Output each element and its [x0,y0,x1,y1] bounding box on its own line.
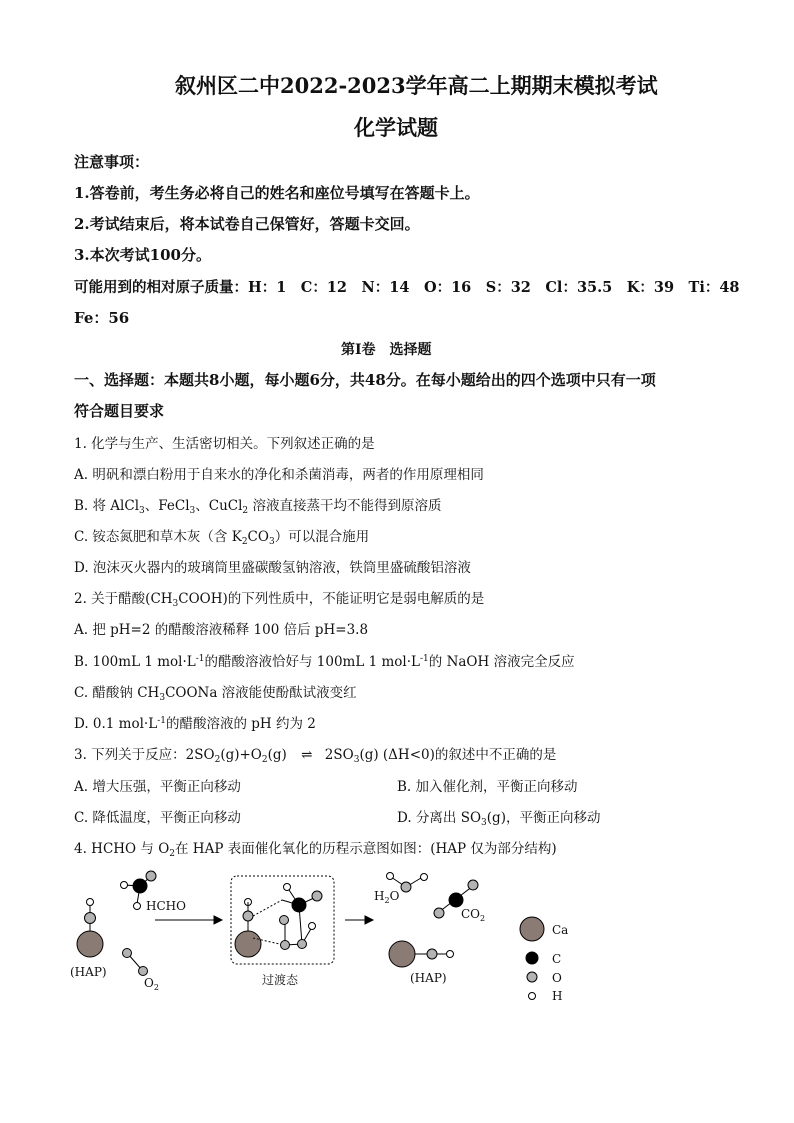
h-atom [421,874,428,881]
transition-label: 过渡态 [262,973,299,987]
o-atom [280,916,289,925]
legend-o-label: O [552,971,562,985]
o-atom [468,880,478,890]
c-atom [133,879,147,893]
notes-heading: 注意事项： [74,153,150,171]
o-atom [401,882,411,892]
ca-atom [77,931,103,957]
q3-option-d: D. 分离出 $SO_3(g)$，平衡正向移动 [397,810,601,828]
o2-label: $O_2$ [144,976,159,992]
section-title: 第Ⅰ卷 选择题 [341,342,432,358]
ca-atom [235,931,261,957]
note-item: 1.答卷前，考生务必将自己的姓名和座位号填写在答题卡上。 [74,184,480,202]
equilibrium-arrow: ⇌ [301,747,311,763]
h-atom [447,951,454,958]
section-instruction-cont: 符合题目要求 [74,402,165,420]
q3-option-b: B. 加入催化剂，平衡正向移动 [397,779,578,795]
h-atom [87,899,94,906]
legend-c-swatch [526,952,538,964]
legend-h-label: H [552,989,563,1003]
legend-ca-swatch [520,917,544,941]
hcho-label: HCHO [146,899,186,913]
atomic-masses: 可能用到的相对原子质量：H：1 C：12 N：14 O：16 S：32 Cl：35.5 K：39 Ti：48 [74,279,740,296]
q1-stem: 1. 化学与生产、生活密切相关。下列叙述正确的是 [74,436,375,452]
q3-option-a: A. 增大压强，平衡正向移动 [74,779,241,795]
note-item: 2.考试结束后，将本试卷自己保管好，答题卡交回。 [74,215,420,233]
legend-h-swatch [529,993,536,1000]
o-atom [427,949,437,959]
o-atom [298,940,307,949]
o-atom [312,891,322,901]
o-atom [281,941,290,950]
hap-label-left: (HAP) [70,965,107,979]
q2-option-b: B. 100mL 1 $mol\cdot L^{-1}$的醋酸溶液恰好与 100mL 1 $mol\cdot L^{-1}$的 NaOH 溶液完全反应 [74,654,575,670]
q1-option-d: D. 泡沫灭火器内的玻璃筒里盛碳酸氢钠溶液，铁筒里盛硫酸铝溶液 [74,560,471,576]
q2-option-c: C. 醋酸钠 $CH_3COONa$ 溶液能使酚酞试液变红 [74,685,357,703]
c-atom [292,898,306,912]
c-atom [449,893,463,907]
section-instruction: 一、选择题：本题共8小题，每小题6分，共48分。在每小题给出的四个选项中只有一项 [74,371,656,389]
h-atom [309,923,316,930]
reaction-mechanism-figure [0,860,794,1020]
o-atom [146,871,156,881]
q1-option-c: C. 铵态氮肥和草木灰（含 $K_2CO_3$）可以混合施用 [74,529,370,547]
h-atom [121,882,128,889]
q1-option-b: B. 将 AlCl$_3$、FeCl$_3$、CuCl$_2$ 溶液直接蒸干均不能得到原溶质 [74,498,442,516]
exam-subtitle: 化学试题 [354,115,438,140]
q2-option-d: D. 0.1 $mol\cdot L^{-1}$的醋酸溶液的 pH 约为 2 [74,716,316,732]
legend-ca-label: Ca [552,923,569,937]
atomic-masses-cont: Fe：56 [74,309,130,327]
legend-o-swatch [527,972,537,982]
q2-option-a: A. 把 pH=2 的醋酸溶液稀释 100 倍后 pH=3.8 [74,622,369,638]
o-atom [434,908,444,918]
h2o-label: $H_2O$ [374,889,400,905]
o-atom [123,949,132,958]
legend-c-label: C [552,952,562,966]
o-atom [243,911,253,921]
exam-title: 叙州区二中2022-2023学年高二上期期末模拟考试 [175,73,658,98]
q2-stem: 2. 关于醋酸$(CH_3COOH)$的下列性质中，不能证明它是弱电解质的是 [74,591,485,609]
h-atom [134,903,141,910]
o-atom [139,967,148,976]
h-atom [387,873,394,880]
q3-stem: 3. 下列关于反应：$2SO_2(g)+O_2(g)$ ⇌ $2SO_3(g)$ (ΔH<0)的叙述中不正确的是 [74,747,557,765]
q1-option-a: A. 明矾和漂白粉用于自来水的净化和杀菌消毒，两者的作用原理相同 [74,467,484,483]
hap-label-right: (HAP) [410,971,447,985]
ca-atom [389,941,415,967]
h-atom [284,884,291,891]
o-atom [85,913,96,924]
q4-stem: 4. HCHO 与 $O_2$在 HAP 表面催化氧化的历程示意图如图：(HAP 仅为部分结构) [74,841,557,859]
q3-option-c: C. 降低温度，平衡正向移动 [74,810,241,826]
co2-label: $CO_2$ [461,907,486,923]
note-item: 3.本次考试100分。 [74,246,211,264]
